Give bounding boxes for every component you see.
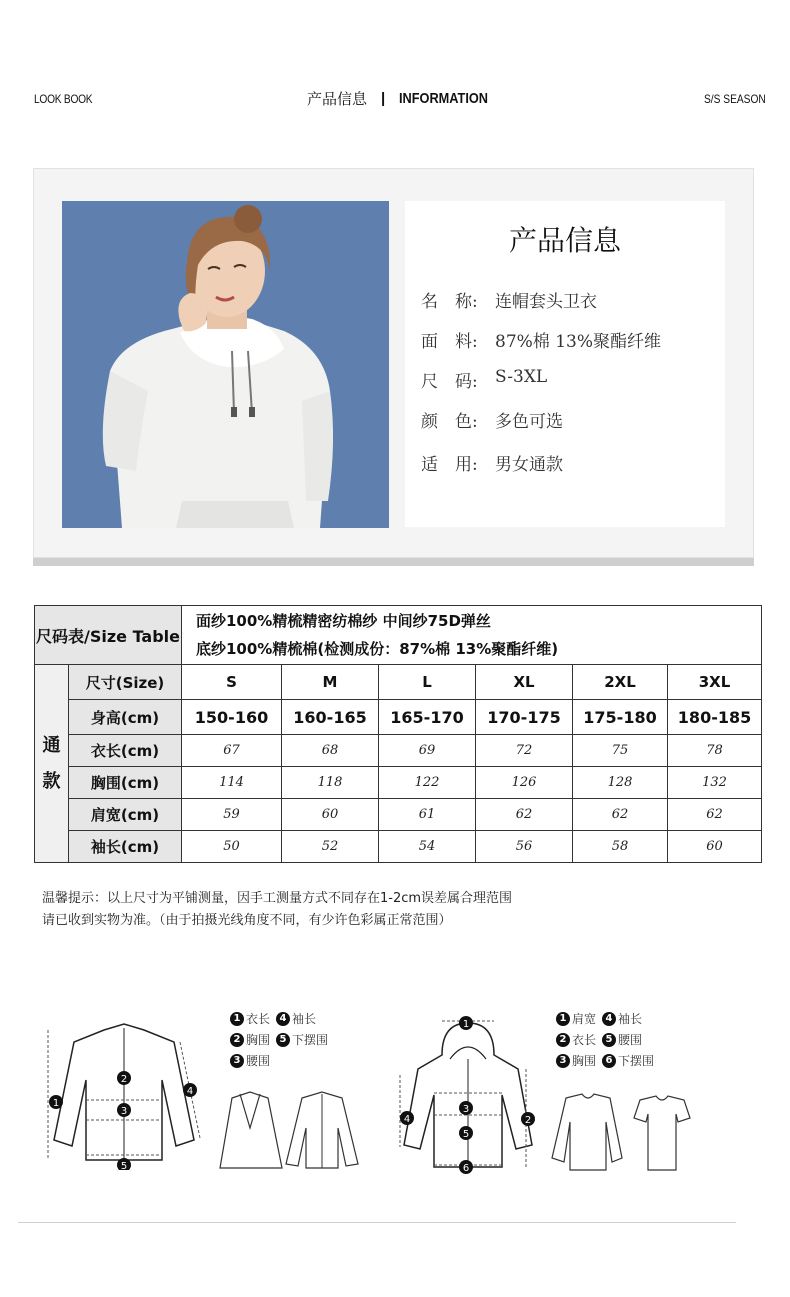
legend-label: 袖长 xyxy=(292,1012,317,1026)
header-separator: | xyxy=(381,90,386,107)
info-row-gender xyxy=(421,450,563,475)
legend-number: 1 xyxy=(230,1012,244,1026)
size-cell: L xyxy=(379,665,476,700)
table-header-row xyxy=(35,606,762,665)
size-cell: 2XL xyxy=(573,665,668,700)
legend-row xyxy=(556,1010,686,1027)
jacket-measure-diagram xyxy=(44,1020,204,1170)
height-cell: 170-175 xyxy=(476,700,573,735)
legend-number: 2 xyxy=(230,1033,244,1047)
value-cell: 50 xyxy=(182,831,282,863)
legend-label: 腰围 xyxy=(246,1054,271,1068)
info-key: 面 料: xyxy=(421,332,478,352)
legend-number: 4 xyxy=(276,1012,290,1026)
tshirt-icon xyxy=(546,1092,696,1172)
hoodie-outline-icon xyxy=(398,1015,538,1175)
row-label: 肩宽(cm) xyxy=(69,799,182,831)
card-shadow xyxy=(33,558,754,566)
hoodie-legend xyxy=(556,1010,686,1069)
value-cell: 118 xyxy=(282,767,379,799)
svg-text:3: 3 xyxy=(462,1104,470,1115)
size-cell: 3XL xyxy=(668,665,762,700)
blazer-shirt-thumbnails xyxy=(218,1088,364,1172)
fabric-note-line2: 底纱100%精梳棉(检测成份：87%棉 13%聚酯纤维) xyxy=(196,640,559,658)
value-cell: 58 xyxy=(573,831,668,863)
legend-number: 1 xyxy=(556,1012,570,1026)
info-key: 颜 色: xyxy=(421,412,478,432)
unisex-label-char: 通 xyxy=(42,734,61,756)
table-row-height xyxy=(35,700,762,735)
row-label: 胸围(cm) xyxy=(69,767,182,799)
legend-row xyxy=(230,1031,360,1048)
jacket-outline-icon xyxy=(44,1020,204,1170)
legend-label: 胸围 xyxy=(246,1033,271,1047)
legend-number: 5 xyxy=(602,1033,616,1047)
hoodie-measure-diagram xyxy=(398,1015,538,1175)
value-cell: 62 xyxy=(476,799,573,831)
product-info-title: 产品信息 xyxy=(508,224,621,257)
svg-text:1: 1 xyxy=(52,1098,60,1109)
legend-label: 下摆围 xyxy=(618,1054,655,1068)
value-cell: 60 xyxy=(282,799,379,831)
footer-divider xyxy=(18,1222,736,1223)
row-label: 衣长(cm) xyxy=(69,735,182,767)
legend-label: 衣长 xyxy=(572,1033,597,1047)
value-cell: 69 xyxy=(379,735,476,767)
product-photo xyxy=(62,201,389,528)
legend-row xyxy=(556,1052,686,1069)
value-cell: 114 xyxy=(182,767,282,799)
table-row-shoulder xyxy=(35,799,762,831)
info-key: 适 用: xyxy=(421,455,478,475)
look-book-label: LOOK BOOK xyxy=(34,92,93,106)
legend-row xyxy=(230,1010,360,1027)
info-row-size xyxy=(421,367,547,392)
fabric-note-line1: 面纱100%精梳精密纺棉纱 中间纱75D弹丝 xyxy=(196,612,491,630)
legend-number: 2 xyxy=(556,1033,570,1047)
info-row-name xyxy=(421,287,597,312)
legend-number: 6 xyxy=(602,1054,616,1068)
value-cell: 67 xyxy=(182,735,282,767)
info-value: 男女通款 xyxy=(495,455,563,475)
size-cell: S xyxy=(182,665,282,700)
tshirt-thumbnails xyxy=(546,1092,696,1172)
row-label: 身高(cm) xyxy=(69,700,182,735)
legend-number: 3 xyxy=(230,1054,244,1068)
size-table-title: 尺码表/Size Table xyxy=(35,606,182,665)
legend-label: 衣长 xyxy=(246,1012,271,1026)
svg-text:4: 4 xyxy=(186,1086,194,1097)
value-cell: 132 xyxy=(668,767,762,799)
svg-text:5: 5 xyxy=(462,1129,470,1140)
legend-label: 腰围 xyxy=(618,1033,643,1047)
size-table xyxy=(34,605,762,863)
height-cell: 180-185 xyxy=(668,700,762,735)
value-cell: 54 xyxy=(379,831,476,863)
value-cell: 126 xyxy=(476,767,573,799)
size-cell: M xyxy=(282,665,379,700)
jacket-legend xyxy=(230,1010,360,1069)
header-title-en: INFORMATION xyxy=(399,90,489,107)
blazer-shirt-icon xyxy=(218,1088,364,1172)
measurement-tips xyxy=(42,888,512,932)
unisex-label xyxy=(35,665,69,863)
value-cell: 61 xyxy=(379,799,476,831)
season-label: S/S SEASON xyxy=(704,92,766,106)
legend-number: 5 xyxy=(276,1033,290,1047)
fabric-note xyxy=(182,606,762,665)
svg-text:2: 2 xyxy=(524,1115,532,1126)
value-cell: 62 xyxy=(668,799,762,831)
value-cell: 78 xyxy=(668,735,762,767)
table-row-sizes xyxy=(35,665,762,700)
legend-label: 肩宽 xyxy=(572,1012,597,1026)
info-row-fabric xyxy=(421,327,661,352)
value-cell: 72 xyxy=(476,735,573,767)
model-hoodie-illustration xyxy=(62,201,389,528)
value-cell: 68 xyxy=(282,735,379,767)
height-cell: 165-170 xyxy=(379,700,476,735)
svg-text:2: 2 xyxy=(120,1074,128,1085)
info-key: 名 称: xyxy=(421,292,478,312)
value-cell: 52 xyxy=(282,831,379,863)
product-info-box xyxy=(405,201,725,527)
row-label: 袖长(cm) xyxy=(69,831,182,863)
value-cell: 59 xyxy=(182,799,282,831)
legend-label: 袖长 xyxy=(618,1012,643,1026)
svg-text:6: 6 xyxy=(462,1163,470,1174)
value-cell: 62 xyxy=(573,799,668,831)
info-value: 87%棉 13%聚酯纤维 xyxy=(495,332,661,352)
info-key: 尺 码: xyxy=(421,372,478,392)
info-value: S-3XL xyxy=(495,367,548,387)
value-cell: 56 xyxy=(476,831,573,863)
svg-text:1: 1 xyxy=(462,1019,470,1030)
legend-number: 3 xyxy=(556,1054,570,1068)
svg-text:4: 4 xyxy=(403,1114,411,1125)
table-row-sleeve xyxy=(35,831,762,863)
value-cell: 122 xyxy=(379,767,476,799)
legend-number: 4 xyxy=(602,1012,616,1026)
height-cell: 175-180 xyxy=(573,700,668,735)
svg-text:3: 3 xyxy=(120,1106,128,1117)
info-value: 多色可选 xyxy=(495,412,563,432)
legend-label: 胸围 xyxy=(572,1054,597,1068)
svg-text:5: 5 xyxy=(120,1161,128,1170)
tips-line1: 温馨提示：以上尺寸为平铺测量，因手工测量方式不同存在1-2cm误差属合理范围 xyxy=(42,891,513,906)
value-cell: 128 xyxy=(573,767,668,799)
info-value: 连帽套头卫衣 xyxy=(495,292,597,312)
legend-row xyxy=(230,1052,360,1069)
legend-row xyxy=(556,1031,686,1048)
height-cell: 150-160 xyxy=(182,700,282,735)
legend-label: 下摆围 xyxy=(292,1033,329,1047)
table-row-length xyxy=(35,735,762,767)
row-label: 尺寸(Size) xyxy=(69,665,182,700)
height-cell: 160-165 xyxy=(282,700,379,735)
header-title xyxy=(307,88,504,109)
unisex-label-char: 款 xyxy=(42,770,61,792)
header-title-cn: 产品信息 xyxy=(307,91,368,108)
info-row-color xyxy=(421,407,563,432)
size-cell: XL xyxy=(476,665,573,700)
table-row-chest xyxy=(35,767,762,799)
value-cell: 75 xyxy=(573,735,668,767)
value-cell: 60 xyxy=(668,831,762,863)
tips-line2: 请已收到实物为准。（由于拍摄光线角度不同，有少许色彩属正常范围） xyxy=(42,913,452,928)
